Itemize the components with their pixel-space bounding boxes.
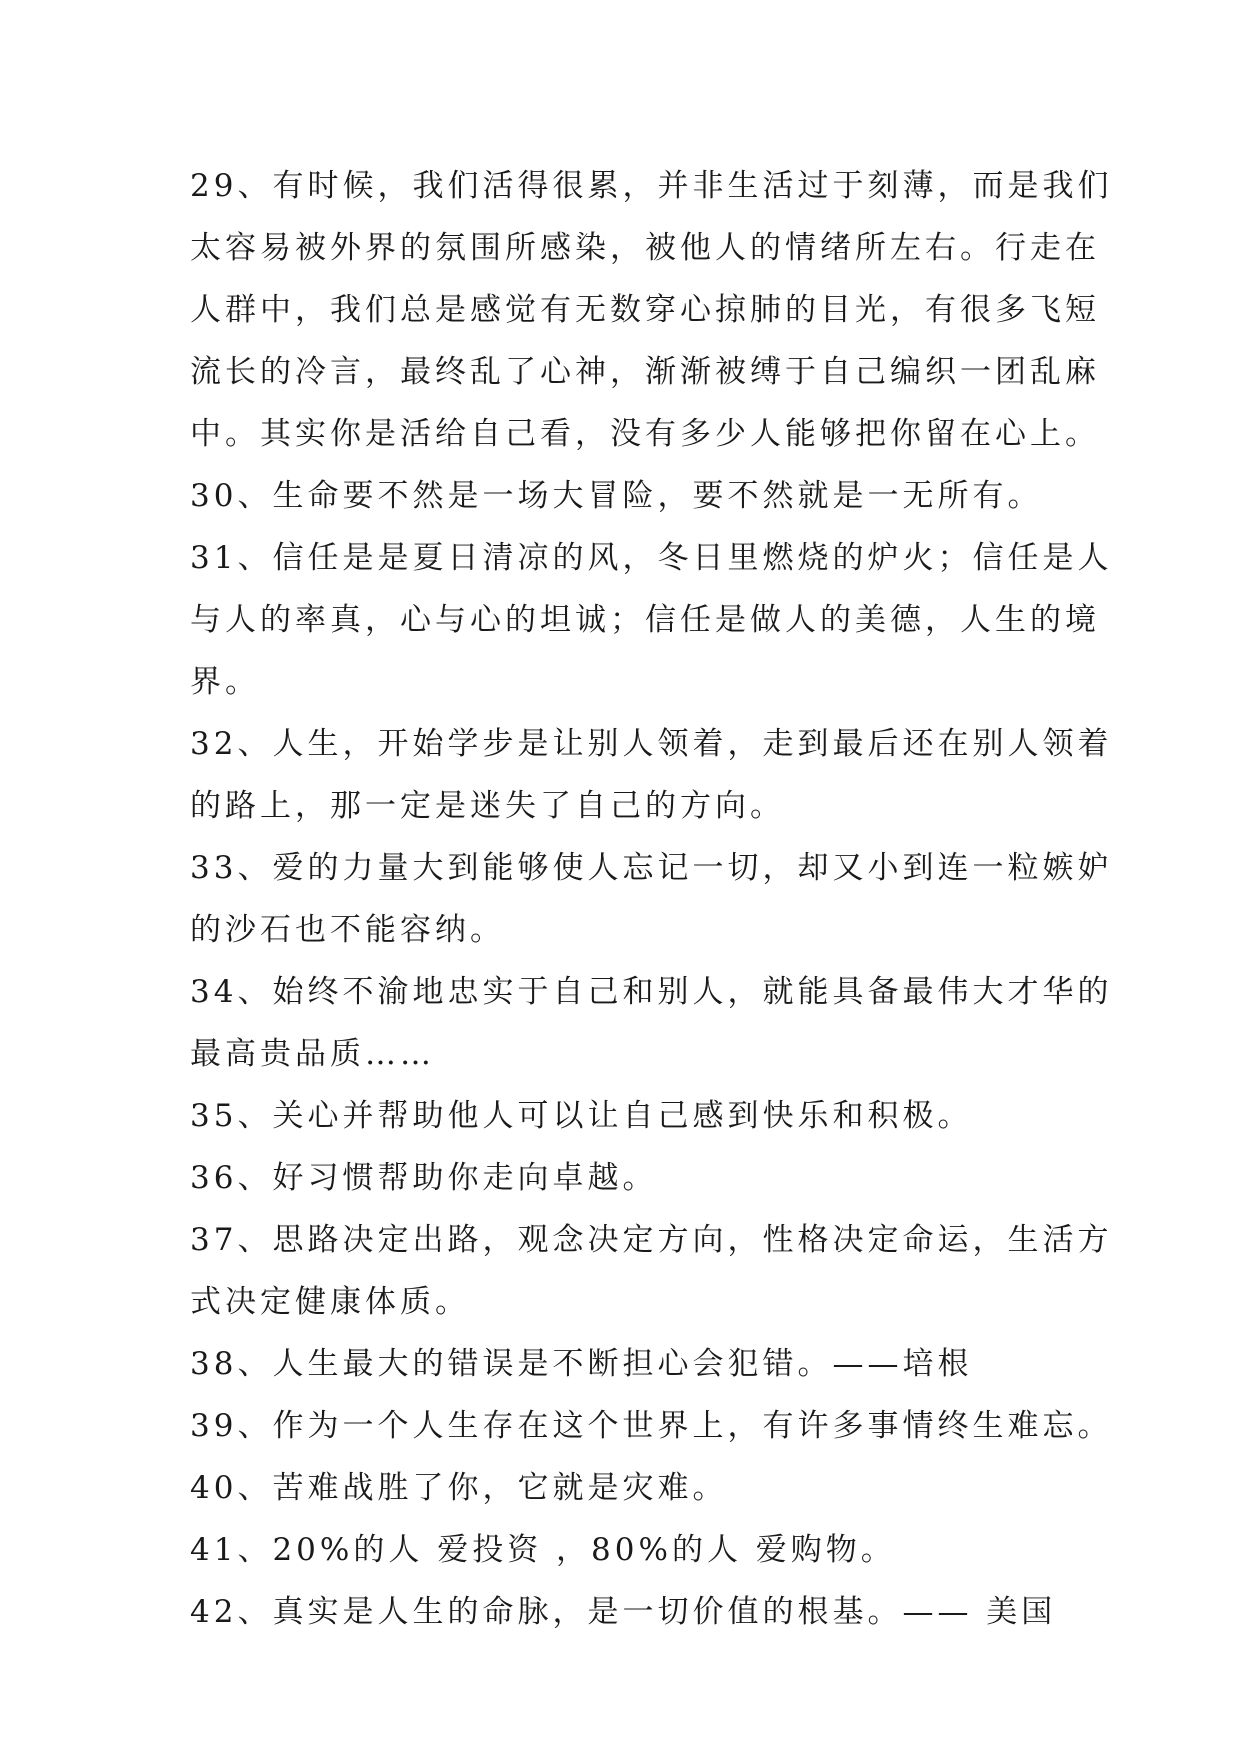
text-line: 42、真实是人生的命脉，是一切价值的根基。—— 美国 xyxy=(190,1594,1057,1630)
text-line: 30、生命要不然是一场大冒险，要不然就是一无所有。 xyxy=(190,478,1043,514)
text-line: 31、信任是是夏日清凉的风，冬日里燃烧的炉火；信任是人 xyxy=(190,540,1113,576)
text-line: 的路上，那一定是迷失了自己的方向。 xyxy=(190,788,785,824)
text-line: 最高贵品质…… xyxy=(190,1036,435,1072)
text-line: 41、20%的人 爱投资 ，80%的人 爱购物。 xyxy=(190,1532,896,1568)
text-line: 太容易被外界的氛围所感染，被他人的情绪所左右。行走在 xyxy=(190,230,1100,266)
text-line: 流长的冷言，最终乱了心神，渐渐被缚于自己编织一团乱麻 xyxy=(190,354,1100,390)
text-line: 35、关心并帮助他人可以让自己感到快乐和积极。 xyxy=(190,1098,973,1134)
text-line: 32、人生，开始学步是让别人领着，走到最后还在别人领着 xyxy=(190,726,1113,762)
text-line: 界。 xyxy=(190,664,260,700)
text-line: 40、苦难战胜了你，它就是灾难。 xyxy=(190,1470,728,1506)
text-line: 36、好习惯帮助你走向卓越。 xyxy=(190,1160,658,1196)
text-line: 与人的率真，心与心的坦诚；信任是做人的美德，人生的境 xyxy=(190,602,1100,638)
text-line: 中。其实你是活给自己看，没有多少人能够把你留在心上。 xyxy=(190,416,1100,452)
text-line: 34、始终不渝地忠实于自己和别人，就能具备最伟大才华的 xyxy=(190,974,1113,1010)
text-line: 式决定健康体质。 xyxy=(190,1284,470,1320)
text-line: 33、爱的力量大到能够使人忘记一切，却又小到连一粒嫉妒 xyxy=(190,850,1113,886)
text-line: 37、思路决定出路，观念决定方向，性格决定命运，生活方 xyxy=(190,1222,1113,1258)
document-body xyxy=(190,155,1113,1643)
text-line: 29、有时候，我们活得很累，并非生活过于刻薄，而是我们 xyxy=(190,168,1113,204)
text-line: 39、作为一个人生存在这个世界上，有许多事情终生难忘。 xyxy=(190,1408,1113,1444)
text-line: 38、人生最大的错误是不断担心会犯错。——培根 xyxy=(190,1346,973,1382)
text-line: 人群中，我们总是感觉有无数穿心掠肺的目光，有很多飞短 xyxy=(190,292,1100,328)
text-line: 的沙石也不能容纳。 xyxy=(190,912,505,948)
